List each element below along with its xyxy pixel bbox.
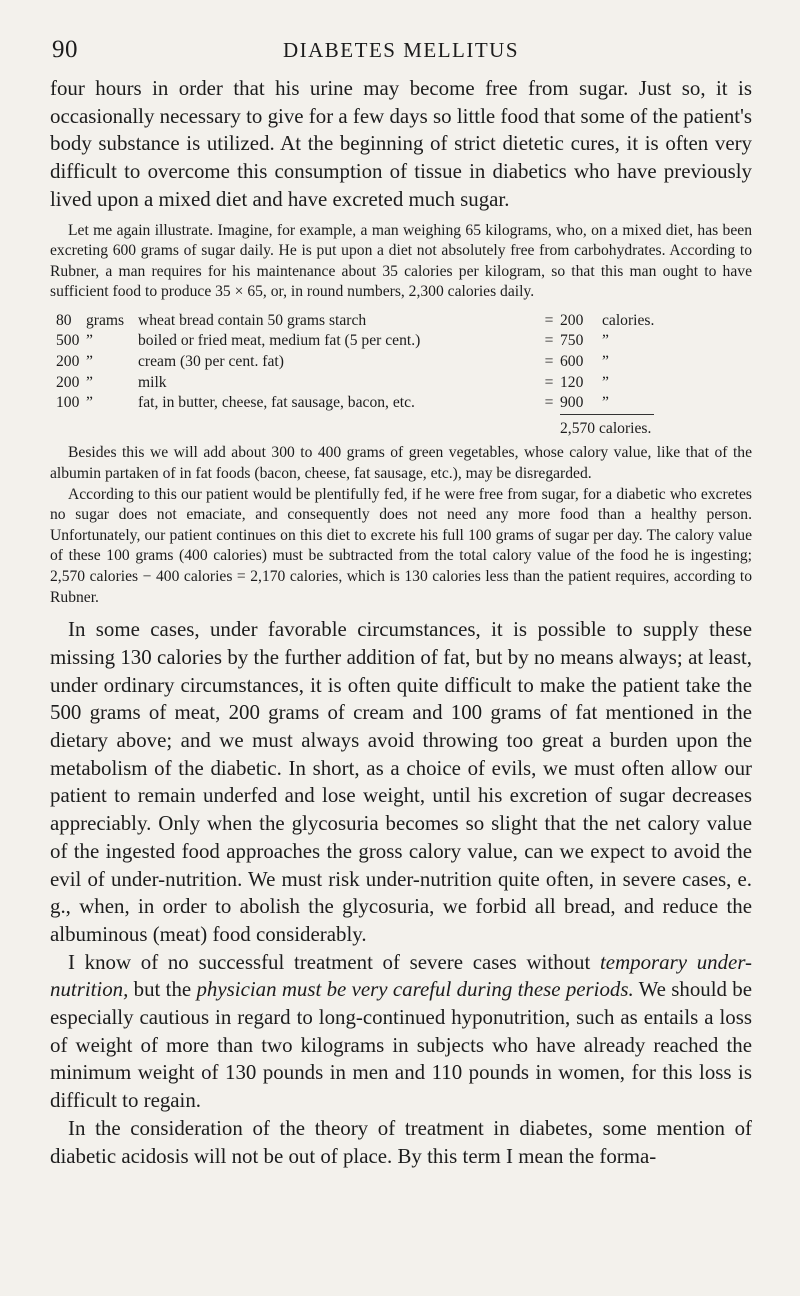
treatment-paragraph: [50, 949, 752, 1115]
diet-unit: ”: [86, 373, 93, 391]
small-print-section: [50, 221, 752, 609]
treatment-text-3: We should be especially cautious in regard to long-continued hyponutrition, such as entails a loss of weight of more than two kilograms in subjects who have already reached the minimum weight of 130 pounds in men and 110 pounds in women, for this loss is difficult to regain.: [50, 977, 752, 1113]
diet-quantity: 500: [56, 332, 80, 350]
treatment-emphasis-2: physician must be very careful during these periods.: [196, 977, 634, 1002]
diet-calories-unit: calories.: [602, 311, 655, 329]
diet-description: fat, in butter, cheese, fat sausage, bacon, etc.: [138, 394, 415, 412]
diet-unit: ”: [86, 394, 93, 412]
page-number: 90: [52, 36, 78, 63]
according-paragraph: According to this our patient would be plentifully fed, if he were free from sugar, for a diabetic who excretes no sugar does not emaciate, and consequently does not need any more food than a healthy person. Unfortunately, our patient continues on this diet to excrete his full 100 grams of sugar per day. The calory value of these 100 grams (400 calories) must be subtracted from the total calory value of the food he is ingesting; 2,570 calories − 400 calories = 2,170 calories, which is 130 calories less than the patient requires, according to Rubner.: [50, 485, 752, 606]
diet-quantity: 100: [56, 394, 80, 412]
diet-equals: =: [544, 373, 554, 391]
diet-calories-value: 750: [560, 332, 584, 350]
diet-quantity: 200: [56, 353, 80, 371]
diet-calories-unit: ”: [602, 373, 609, 391]
treatment-emphasis-1: temporary under-nutrition,: [50, 949, 752, 1002]
diet-row: [56, 331, 654, 352]
diet-total-row: [56, 414, 654, 439]
diet-row: [56, 352, 654, 373]
closing-paragraph: In the consideration of the theory of treatment in diabetes, some mention of diabetic acidosis will not be out of place. By this term I mean the forma-: [50, 1115, 752, 1168]
diet-description: cream (30 per cent. fat): [138, 353, 284, 371]
diet-row: [56, 373, 654, 394]
treatment-text-2: but the: [128, 977, 197, 1002]
diet-equals: =: [544, 394, 554, 412]
diet-row: [56, 393, 654, 414]
diet-equals: =: [544, 311, 554, 329]
treatment-text-1: I know of no successful treatment of severe cases without: [68, 949, 600, 974]
diet-equals: =: [544, 332, 554, 350]
diet-calories-unit: ”: [602, 353, 609, 371]
running-title: DIABETES MELLITUS: [282, 38, 520, 62]
diet-quantity: 80: [56, 311, 72, 329]
diet-calories-value: 600: [560, 353, 584, 371]
besides-paragraph: Besides this we will add about 300 to 400 grams of green vegetables, whose calory value, like that of the albumin partaken of in fat foods (bacon, cheese, fat sausage, etc.), may be disregarded.: [50, 444, 752, 483]
page-header: [50, 28, 752, 68]
opening-paragraph: four hours in order that his urine may become free from sugar. Just so, it is occasionally necessary to give for a few days so little food that some of the patient's body substance is utilized. At the beginning of strict dietetic cures, it is often very difficult to overcome this consumption of tissue in diabetics who have previously lived upon a mixed diet and have excreted much sugar.: [50, 76, 752, 211]
diet-equals: =: [544, 353, 554, 371]
diet-description: boiled or fried meat, medium fat (5 per cent.): [138, 332, 421, 350]
diet-row: [56, 311, 654, 332]
diet-calories-unit: ”: [602, 394, 609, 412]
diet-calories-unit: ”: [602, 332, 609, 350]
main-text-section: [50, 616, 752, 1170]
diet-unit: grams: [86, 311, 125, 329]
diet-total: 2,570 calories.: [560, 414, 654, 439]
diet-quantity: 200: [56, 373, 80, 391]
cases-paragraph: In some cases, under favorable circumstances, it is possible to supply these missing 130 calories by the further addition of fat, but by no means always; at least, under ordinary circumstances, it is often quite difficult to make the patient take the 500 grams of meat, 200 grams of cream and 100 grams of fat mentioned in the dietary above; and we must always avoid throwing too great a burden upon the metabolism of the diabetic. In short, as a choice of evils, we must often allow our patient to remain underfed and lose weight, until his excretion of sugar decreases appreciably. Only when the glycosuria becomes so slight that the net calory value of the ingested food approaches the gross calory value, can we expect to avoid the evil of under-nutrition. We must risk under-nutrition quite often, in severe cases, e. g., when, in order to abolish the glycosuria, we forbid all bread, and reduce the albuminous (meat) food considerably.: [50, 617, 752, 946]
diet-unit: ”: [86, 332, 93, 350]
diet-calories-value: 900: [560, 394, 584, 412]
diet-calories-value: 200: [560, 311, 584, 329]
diet-description: milk: [138, 373, 167, 391]
diet-table: [56, 311, 654, 440]
diet-unit: ”: [86, 353, 93, 371]
diet-description: wheat bread contain 50 grams starch: [138, 311, 367, 329]
illustration-paragraph: Let me again illustrate. Imagine, for example, a man weighing 65 kilograms, who, on a mixed diet, has been excreting 600 grams of sugar daily. He is put upon a diet not absolutely free from carbohydrates. According to Rubner, a man requires for his maintenance about 35 calories per kilogram, so that this man ought to have sufficient food to produce 35 × 65, or, in round numbers, 2,300 calories daily.: [50, 221, 752, 301]
diet-calories-value: 120: [560, 373, 584, 391]
